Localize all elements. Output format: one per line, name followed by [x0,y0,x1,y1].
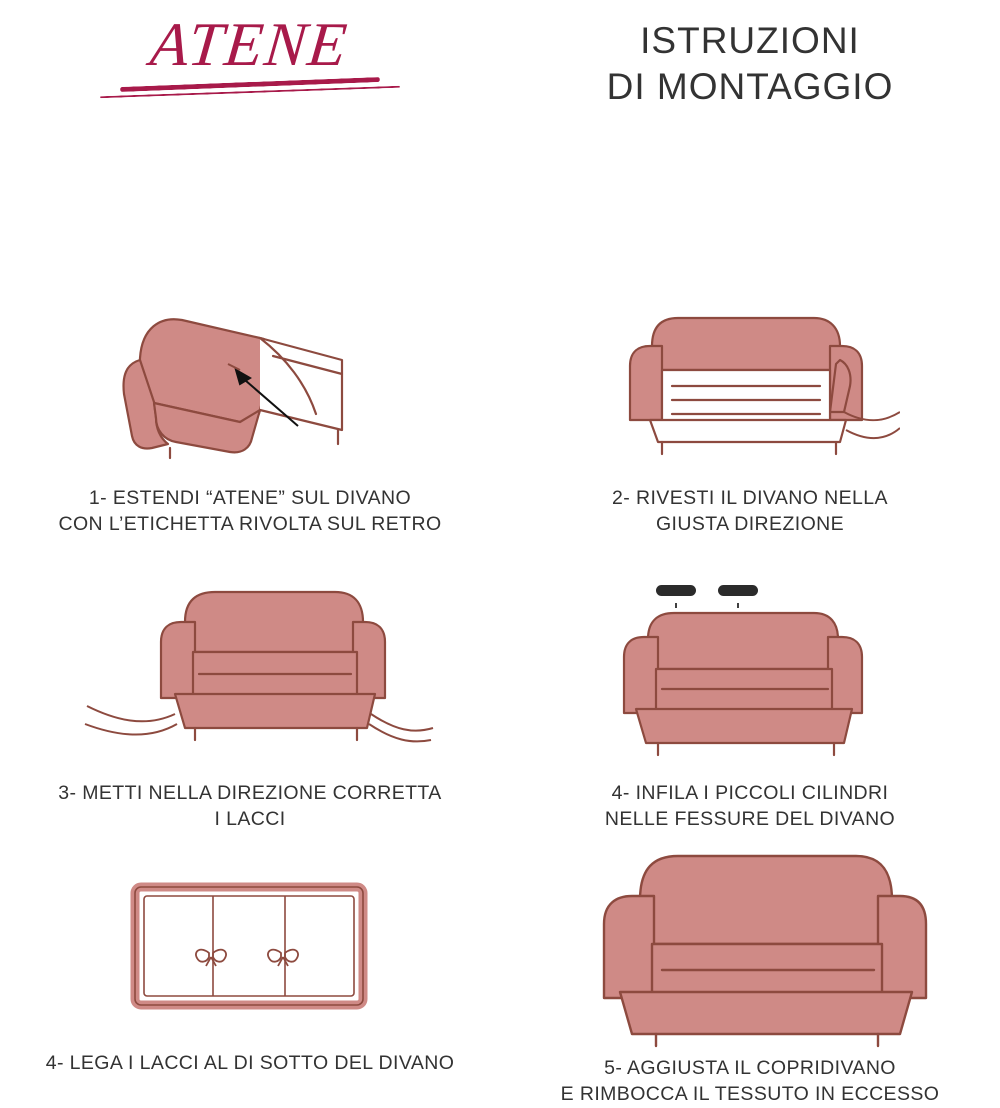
step-5-illustration [0,850,500,1050]
step-6-illustration [500,840,1000,1055]
step-2-illustration [500,285,1000,485]
step-3-caption-line-1: 3- METTI NELLA DIREZIONE CORRETTA [58,782,442,804]
step-2-caption [500,485,1000,538]
step-3 [0,565,500,833]
step-1-illustration [0,285,500,485]
sofa-with-cover-draped-icon [110,298,390,473]
finished-covered-sofa-icon [570,840,930,1055]
step-1-caption-line-1: 1- ESTENDI “ATENE” SUL DIVANO [88,487,412,509]
step-6-caption [500,1055,1000,1108]
sofa-with-foam-cylinders-icon [600,573,900,773]
step-3-caption-line-2: I LACCI [214,808,286,831]
page-title [500,0,1000,111]
step-4 [500,565,1000,833]
step-1-caption-line-2: CON L’ETICHETTA RIVOLTA SUL RETRO [58,513,442,536]
step-1-caption [0,485,500,538]
step-2-caption-line-2: GIUSTA DIREZIONE [655,513,845,536]
step-2 [500,285,1000,538]
brand-name: ATENE [147,11,353,79]
step-5-caption [0,1050,500,1076]
step-4-caption-line-1: 4- INFILA I PICCOLI CILINDRI [611,782,889,804]
step-5 [0,850,500,1076]
step-1 [0,285,500,538]
step-4-caption [500,780,1000,833]
step-4-caption-line-2: NELLE FESSURE DEL DIVANO [604,808,896,831]
step-3-illustration [0,565,500,780]
step-2-caption-line-1: 2- RIVESTI IL DIVANO NELLA [612,487,888,509]
brand-logo [0,0,500,93]
page-title-line-1: ISTRUZIONI [640,20,860,61]
step-6-caption-line-1: 5- AGGIUSTA IL COPRIDIVANO [604,1057,896,1079]
covered-sofa-with-ties-icon [65,578,435,768]
step-3-caption [0,780,500,833]
header [0,0,1000,140]
sofa-underside-with-knots-icon [125,875,375,1025]
step-6 [500,840,1000,1108]
step-6-caption-line-2: E RIMBOCCA IL TESSUTO IN ECCESSO [560,1083,940,1106]
step-5-caption-line-1: 4- LEGA I LACCI AL DI SOTTO DEL DIVANO [45,1052,455,1074]
page-title-line-2: DI MONTAGGIO [606,66,894,108]
step-4-illustration [500,565,1000,780]
sofa-being-covered-icon [600,300,900,470]
